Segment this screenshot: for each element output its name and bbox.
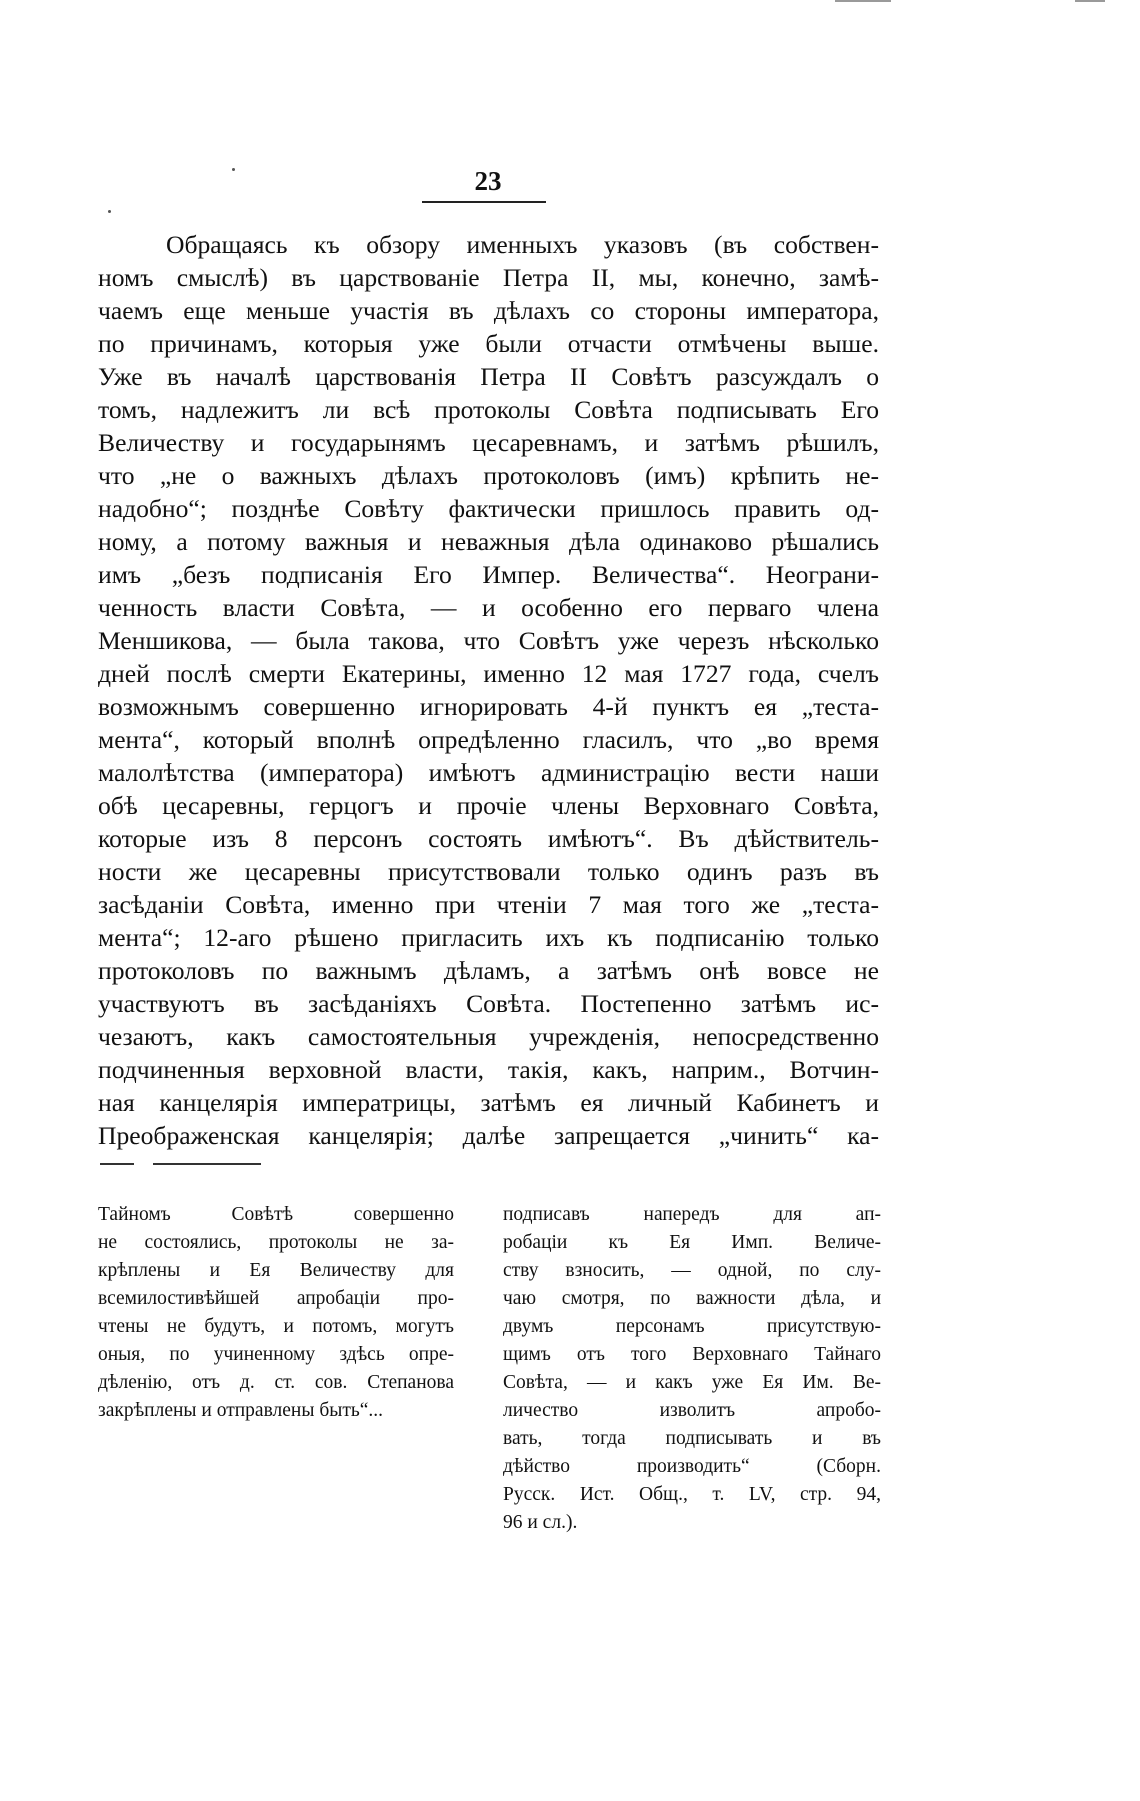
footnote-line: ству взносить, — одной, по слу- — [503, 1260, 881, 1281]
text-line: мента“, который вполнѣ опредѣленно гласилъ, что „во время — [98, 725, 879, 754]
text-line: по причинамъ, которыя уже были отчасти отмѣчены выше. — [98, 329, 879, 358]
footnote-line: Совѣта, — и какъ уже Ея Им. Ве- — [503, 1372, 881, 1393]
footnote-line: не состоялись, протоколы не за- — [98, 1232, 454, 1253]
footnote-separator — [153, 1163, 261, 1165]
footnote-line: Русск. Ист. Общ., т. LV, стр. 94, — [503, 1484, 881, 1505]
text-line: возможнымъ совершенно игнорировать 4-й пунктъ ея „теста- — [98, 692, 879, 721]
footnote-right-column — [503, 1201, 881, 1537]
scan-speck — [232, 168, 235, 171]
scan-speck — [108, 210, 111, 213]
scan-edge-mark — [1075, 0, 1105, 2]
footnote-line: дѣйство производить“ (Сборн. — [503, 1456, 881, 1477]
footnote-line: щимъ отъ того Верховнаго Тайнаго — [503, 1344, 881, 1365]
text-line: Величеству и государынямъ цесаревнамъ, и затѣмъ рѣшилъ, — [98, 428, 879, 457]
footnote-line: вать, тогда подписывать и въ — [503, 1428, 881, 1449]
footnote-line: личество изволитъ апробо- — [503, 1400, 881, 1421]
footnote-line: чтены не будутъ, и потомъ, могутъ — [98, 1316, 454, 1337]
text-line: Преображенская канцелярія; далѣе запрещается „чинить“ ка- — [98, 1121, 879, 1150]
text-line: дней послѣ смерти Екатерины, именно 12 мая 1727 года, счелъ — [98, 659, 879, 688]
page-number: 23 — [474, 166, 502, 196]
footnote-line: дѣленію, отъ д. ст. сов. Степанова — [98, 1372, 454, 1393]
text-line: мента“; 12-аго рѣшено пригласить ихъ къ подписанію только — [98, 923, 879, 952]
text-line: имъ „безъ подписанія Его Импер. Величества“. Неограни- — [98, 560, 879, 589]
text-line: Меншикова, — была такова, что Совѣтъ уже черезъ нѣсколько — [98, 626, 879, 655]
footnote-line: всемилостивѣйшей апробаціи про- — [98, 1288, 454, 1309]
footnote-separator — [100, 1163, 134, 1165]
footnote-line: робаціи къ Ея Имп. Величе- — [503, 1232, 881, 1253]
footnote-line: двумъ персонамъ присутствую- — [503, 1316, 881, 1337]
footnote-line: крѣплены и Ея Величеству для — [98, 1260, 454, 1281]
page-number-rule — [422, 201, 546, 203]
footnote-line: Тайномъ Совѣтѣ совершенно — [98, 1204, 454, 1225]
footnote-left-column — [98, 1201, 454, 1425]
text-line: которые изъ 8 персонъ состоять имѣютъ“. Въ дѣйствитель- — [98, 824, 879, 853]
text-line: Уже въ началѣ царствованія Петра II Совѣтъ разсуждалъ о — [98, 362, 879, 391]
text-line: что „не о важныхъ дѣлахъ протоколовъ (имъ) крѣпить не- — [98, 461, 879, 490]
text-line: протоколовъ по важнымъ дѣламъ, а затѣмъ онѣ вовсе не — [98, 956, 879, 985]
text-line: чаемъ еще меньше участія въ дѣлахъ со стороны императора, — [98, 296, 879, 325]
text-line: чезаютъ, какъ самостоятельныя учрежденія, непосредственно — [98, 1022, 879, 1051]
text-line: засѣданіи Совѣта, именно при чтеніи 7 мая того же „теста- — [98, 890, 879, 919]
footnote-line: закрѣплены и отправлены быть“... — [98, 1400, 384, 1421]
scan-edge-mark — [835, 0, 891, 2]
text-line: номъ смыслѣ) въ царствованіе Петра II, мы, конечно, замѣ- — [98, 263, 879, 292]
text-line: участвуютъ въ засѣданіяхъ Совѣта. Постепенно затѣмъ ис- — [98, 989, 879, 1018]
main-text — [98, 228, 879, 1152]
text-line: малолѣтства (императора) имѣютъ администрацію вести наши — [98, 758, 879, 787]
footnote-line: оныя, по учиненному здѣсь опре- — [98, 1344, 454, 1365]
footnote-line: 96 и сл.). — [503, 1512, 578, 1533]
text-line: ности же цесаревны присутствовали только одинъ разъ въ — [98, 857, 879, 886]
text-line: подчиненныя верховной власти, такія, какъ, наприм., Вотчин- — [98, 1055, 879, 1084]
text-line: обѣ цесаревны, герцогъ и прочіе члены Верховнаго Совѣта, — [98, 791, 879, 820]
text-line: ченность власти Совѣта, — и особенно его перваго члена — [98, 593, 879, 622]
text-line: ному, а потому важныя и неважныя дѣла одинаково рѣшались — [98, 527, 879, 556]
text-line: ная канцелярія императрицы, затѣмъ ея личный Кабинетъ и — [98, 1088, 879, 1117]
text-line: надобно“; позднѣе Совѣту фактически пришлось править од- — [98, 494, 879, 523]
text-line: Обращаясь къ обзору именныхъ указовъ (въ собствен- — [166, 230, 879, 259]
footnote-line: чаю смотря, по важности дѣла, и — [503, 1288, 881, 1309]
footnote-line: подписавъ напередъ для ап- — [503, 1204, 881, 1225]
text-line: томъ, надлежитъ ли всѣ протоколы Совѣта подписывать Его — [98, 395, 879, 424]
